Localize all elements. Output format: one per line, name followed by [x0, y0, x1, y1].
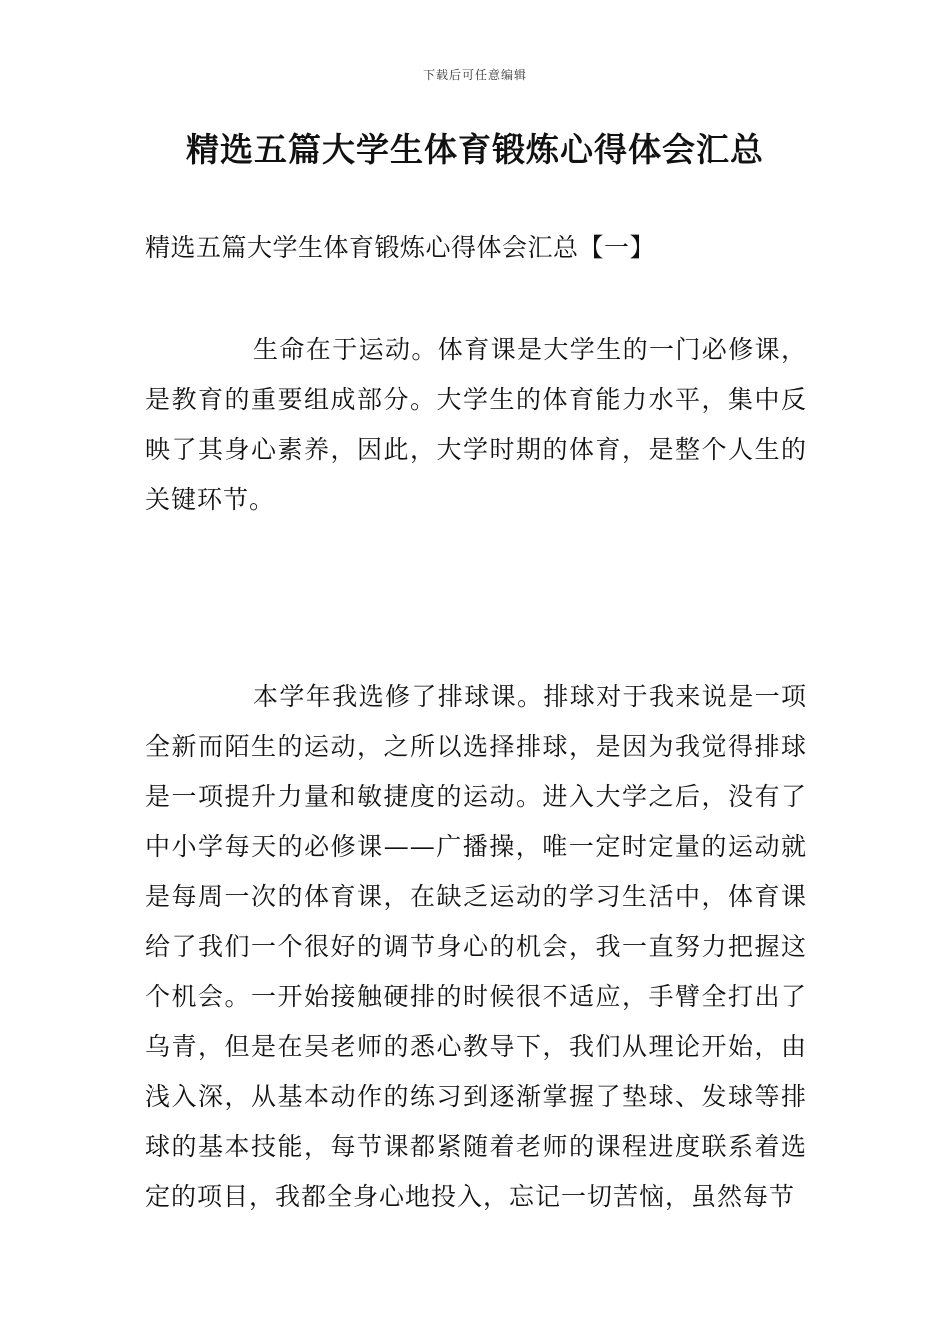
- section-heading: 精选五篇大学生体育锻炼心得体会汇总【一】: [145, 233, 656, 262]
- body-paragraph-2: 本学年我选修了排球课。排球对于我来说是一项全新而陌生的运动，之所以选择排球，是因为我觉得排球是一项提升力量和敏捷度的运动。进入大学之后，没有了中小学每天的必修课——广播操，唯一定时定量的运动就是每周一次的体育课，在缺乏运动的学习生活中，体育课给了我们一个很好的调节身心的机会，我一直努力把握这个机会。一开始接触硬排的时候很不适应，手臂全打出了乌青，但是在吴老师的悉心教导下，我们从理论开始，由浅入深，从基本动作的练习到逐渐掌握了垫球、发球等排球的基本技能，每节课都紧随着老师的课程进度联系着选定的项目，我都全身心地投入，忘记一切苦恼，虽然每节: [145, 682, 807, 1211]
- body-paragraph-1: 生命在于运动。体育课是大学生的一门必修课，是教育的重要组成部分。大学生的体育能力水平，集中反映了其身心素养，因此，大学时期的体育，是整个人生的关键环节。: [145, 335, 807, 514]
- page-header-note: 下载后可任意编辑: [422, 68, 527, 82]
- document-title: 精选五篇大学生体育锻炼心得体会汇总: [186, 130, 764, 169]
